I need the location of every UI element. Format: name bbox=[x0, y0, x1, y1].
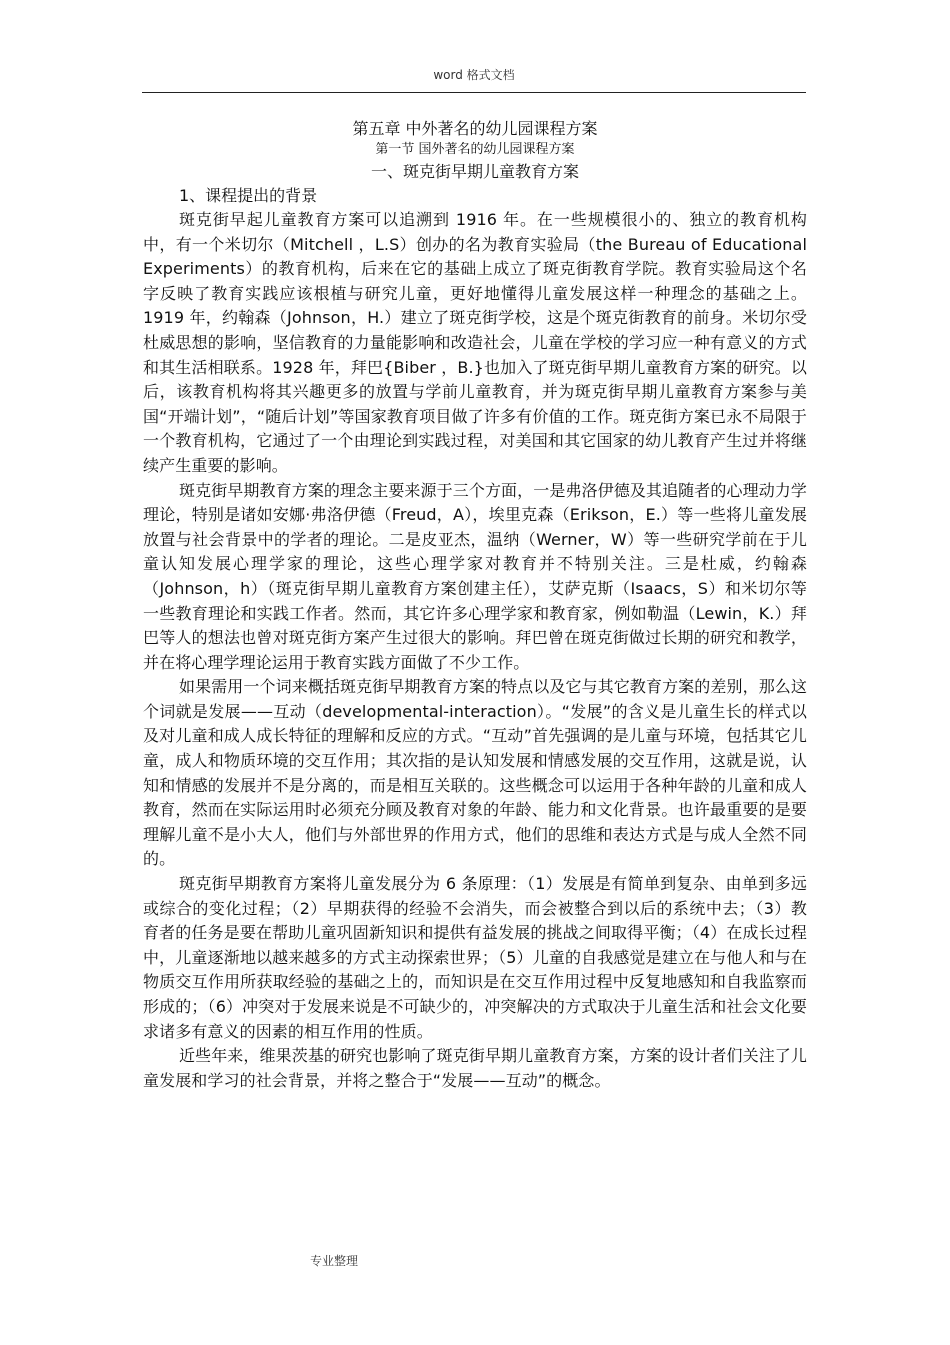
paragraph-2: 斑克街早期教育方案的理念主要来源于三个方面，一是弗洛伊德及其追随者的心理动力学理论，特别是诸如安娜·弗洛伊德（Freud，A），埃里克森（Erikson，E.）等一些将儿童发展放置与社会背景中的学者的理论。二是皮亚杰，温纳（Werner，W）等一些研究学前在于儿童认知发展心理学家的理论，这些心理学家对教育并不特别关注。三是杜威，约翰森（Johnson，h）（斑克街早期儿童教育方案创建主任），艾萨克斯（Isaacs，S）和米切尔等一些教育理论和实践工作者。然而，其它许多心理学家和教育家，例如勒温（Lewin，K.）拜巴等人的想法也曾对斑克街方案产生过很大的影响。拜巴曾在斑克街做过长期的研究和教学，并在将心理学理论运用于教育实践方面做了不少工作。 bbox=[143, 480, 807, 672]
chapter-title: 第五章 中外著名的幼儿园课程方案 bbox=[352, 119, 598, 138]
header-divider bbox=[142, 92, 806, 93]
paragraph-1: 斑克街早起儿童教育方案可以追溯到 1916 年。在一些规模很小的、独立的教育机构中，有一个米切尔（Mitchell ，L.S）创办的名为教育实验局（the Bureau of Educational Experiments）的教育机构，后来在它的基础上成立了斑克街教育学院。教育实验局这个名字反映了教育实践应该根植与研究儿童，更好地懂得儿童发展这样一种理念的基础之上。 1919 年，约翰森（Johnson，H.）建立了斑克街学校，这是个斑克街教育的前身。米切尔受杜威思想的影响，坚信教育的力量能影响和改造社会，儿童在学校的学习应一种有意义的方式和其生活相联系。1928 年，拜巴{Biber ，B.}也加入了斑克街早期儿童教育方案的研究。以后，该教育机构将其兴趣更多的放置与学前儿童教育，并为斑克街早期儿童教育方案参与美国“开端计划”，“随后计划”等国家教育项目做了许多有价值的工作。斑克街方案已永不局限于一个教育机构，它通过了一个由理论到实践过程，对美国和其它国家的幼儿教育产生过并将继续产生重要的影响。 bbox=[143, 210, 807, 475]
paragraph-5: 近些年来，维果茨基的研究也影响了斑克街早期儿童教育方案，方案的设计者们关注了儿童发展和学习的社会背景，并将之整合于“发展——互动”的概念。 bbox=[143, 1046, 807, 1090]
paragraph-3: 如果需用一个词来概括斑克街早期教育方案的特点以及它与其它教育方案的差别，那么这个词就是发展——互动（developmental-interaction）。“发展”的含义是儿童生长的样式以及对儿童和成人成长特征的理解和反应的方式。“互动”首先强调的是儿童与环境，包括其它儿童，成人和物质环境的交互作用；其次指的是认知发展和情感发展的交互作用，这就是说，认知和情感的发展并不是分离的，而是相互关联的。这些概念可以运用于各种年龄的儿童和成人教育，然而在实际运用时必须充分顾及教育对象的年龄、能力和文化背景。也许最重要的是要理解儿童不是小大人，他们与外部世界的作用方式，他们的思维和表达方式是与成人全然不同的。 bbox=[143, 677, 807, 869]
section-title: 第一节 国外著名的幼儿园课程方案 bbox=[375, 142, 575, 157]
page-header: word 格式文档 bbox=[433, 68, 515, 82]
paragraph-4: 斑克街早期教育方案将儿童发展分为 6 条原理：（1）发展是有简单到复杂、由单到多远或综合的变化过程；（2）早期获得的经验不会消失，而会被整合到以后的系统中去；（3）教育者的任务是要在帮助儿童巩固新知识和提供有益发展的挑战之间取得平衡；（4）在成长过程中，儿童逐渐地以越来越多的方式主动探索世界；（5）儿童的自我感觉是建立在与他人和与在物质交互作用所获取经验的基础之上的，而知识是在交互作用过程中反复地感知和自我监察而形成的；（6）冲突对于发展来说是不可缺少的，冲突解决的方式取决于儿童生活和社会文化要求诸多有意义的因素的相互作用的性质。 bbox=[143, 874, 807, 1041]
item-heading: 1、课程提出的背景 bbox=[179, 186, 318, 205]
page-footer: 专业整理 bbox=[310, 1254, 359, 1268]
subsection-title: 一、斑克街早期儿童教育方案 bbox=[370, 162, 579, 181]
document-body bbox=[143, 118, 807, 1093]
